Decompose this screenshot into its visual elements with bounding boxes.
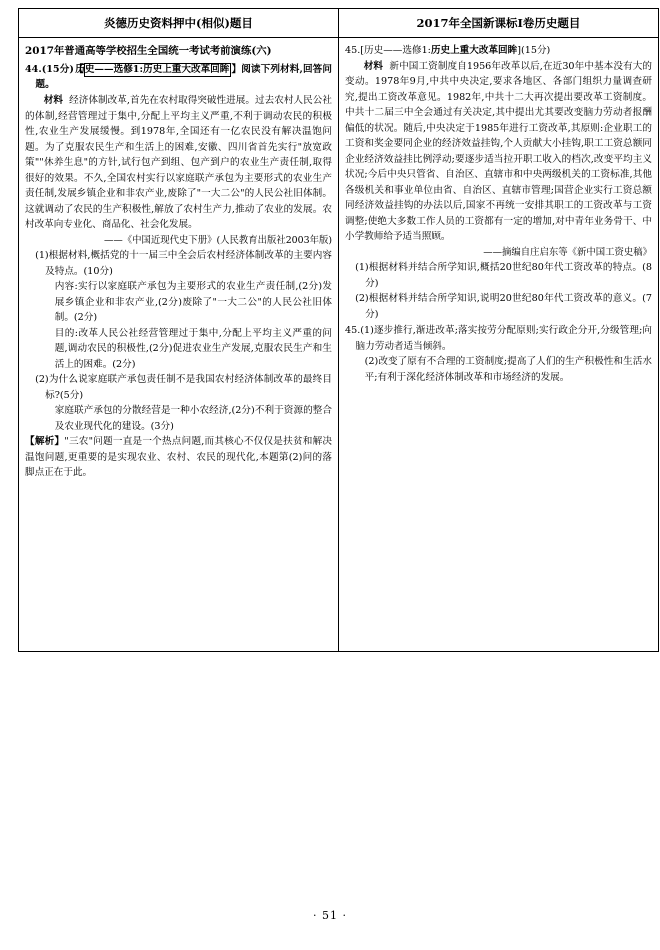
right-material-paragraph xyxy=(345,59,652,245)
right-question-1: (1)根据材料并结合所学知识,概括20世纪80年代工资改革的特点。(8分) xyxy=(355,262,652,289)
right-material-label: 材料 xyxy=(363,60,384,72)
analysis-text: "三农"问题一直是一个热点问题,而其核心不仅仅是扶贫和解决温饱问题,更重要的是实现农业、农村、农民的现代化,本题第(2)问的落脚点正在于此。 xyxy=(25,436,333,479)
right-source-citation: ——摘编自庄启东等《新中国工资史稿》 xyxy=(483,247,652,258)
left-source-citation: ——《中国近现代史下册》(人民教育出版社2003年版) xyxy=(103,234,332,246)
analysis-label: 【解析】 xyxy=(25,436,65,448)
left-analysis xyxy=(25,434,332,481)
right-answer-1 xyxy=(345,323,652,354)
table-body-row xyxy=(19,38,659,652)
left-answer-2: 家庭联产承包的分散经营是一种小农经济,(2分)不利于资源的整合及农业现代化的建设。(3分) xyxy=(54,405,332,432)
right-answer-number: 45. xyxy=(345,325,361,337)
left-answer-1-purpose: 目的:改革人民公社经营管理过于集中,分配上平均主义严重的问题,调动农民的积极性,(2分)促进农业生产发展,克服农民生产和生活上的困难。(2分) xyxy=(54,327,332,370)
q45-box-label: 历史上重大改革回眸 xyxy=(430,45,518,57)
left-question-1: (1)根据材料,概括党的十一届三中全会后农村经济体制改革的主要内容及特点。(10分) xyxy=(35,250,332,277)
q45-lead-b: ](15分) xyxy=(517,45,551,57)
left-material-paragraph xyxy=(25,93,332,233)
right-answer-1-text: (1)逐步推行,渐进改革;落实按劳分配原则;实行政企分开,分级管理;向脑力劳动者适当倾斜。 xyxy=(355,325,652,352)
q44-box-label: 历史——选修1:历史上重大改革回眸 xyxy=(75,63,230,75)
q45-lead-a: 45.[历史——选修1: xyxy=(345,45,431,57)
right-question-2: (2)根据材料并结合所学知识,说明20世纪80年代工资改革的意义。(7分) xyxy=(355,293,652,320)
right-answer-2: (2)改变了原有不合理的工资制度;提高了人们的生产积极性和生活水平;有利于深化经济体制改革和市场经济的发展。 xyxy=(364,356,652,383)
left-question-44 xyxy=(25,62,332,93)
left-material-text: 经济体制改革,首先在农村取得突破性进展。过去农村人民公社的体制,经营管理过于集中,分配上平均主义严重,不利于调动农民的积极性,农业生产发展缓慢。到1978年,全国还有一亿农民没有解决温饱问题。为了克服农民生产和生活上的困难,安徽、四川省首先实行"放宽政策""休养生息"的方针,试行包产到组、包产到户的农业生产责任制,取得很好的效果。不久,全国农村实行以家庭联产承包为主要形式的农业生产责任制,发展乡镇企业和非农产业,废除了"一大二公"的人民公社旧体制。这就调动了农民的生产积极性,解放了农村生产力,推动了农业的发展。农村改革向专业化、商品化、社会化发展。 xyxy=(25,95,332,231)
right-answer-block xyxy=(345,323,652,385)
left-column-content xyxy=(19,38,339,652)
page-number: · 51 · xyxy=(313,909,347,922)
header-right: 2017年全国新课标Ⅰ卷历史题目 xyxy=(339,9,659,38)
table-header-row xyxy=(19,9,659,38)
left-question-2: (2)为什么说家庭联产承包责任制不是我国农村经济体制改革的最终目标?(5分) xyxy=(35,374,332,401)
right-question-45 xyxy=(345,43,652,59)
comparison-table xyxy=(18,8,659,652)
q44-lead-a: 44.(15分)【 xyxy=(25,63,84,75)
header-left: 炎德历史资料押中(相似)题目 xyxy=(19,9,339,38)
left-material-label: 材料 xyxy=(43,95,63,106)
q44-lead-b: 】阅读下列材料,回答问题。 xyxy=(35,63,332,91)
left-exam-title: 2017年普通高等学校招生全国统一考试考前演练(六) xyxy=(25,45,272,58)
right-column-content xyxy=(339,38,659,652)
right-material-text: 新中国工资制度自1956年改革以后,在近30年中基本没有大的变动。1978年9月,中共中央决定,要求各地区、各部门组织力量调查研究,提出工资改革意见。1982年,中共十二大再次提出要改革工资制度。中共十二届三中全会通过有关决定,其中提出尤其要改变脑力劳动者报酬偏低的状况。随后,中央决定于1985年进行工资改革,其原则:企业职工的工资和奖金要同企业的经济效益挂钩,个人贡献大小挂钩,职工工资总额同企业经济效益挂比例浮动;要逐步适当拉开职工收入的档次,改变平均主义状况;今后中央只管省、自治区、直辖市和中央两级机关的工资标准,其他各级机关和事业单位由省、自治区、直辖市管理;国营企业实行工资总额同经济效益挂钩的办法以后,国家不再统一安排其职工的工资改革与工资调整;使绝大多数工作人员的工资都有一定的增加,对中青年业务骨干、中小学教师给予适当照顾。 xyxy=(345,60,653,243)
left-answer-1-content: 内容:实行以家庭联产承包为主要形式的农业生产责任制,(2分)发展乡镇企业和非农产业,(2分)废除了"一大二公"的人民公社旧体制。(2分) xyxy=(54,281,332,324)
